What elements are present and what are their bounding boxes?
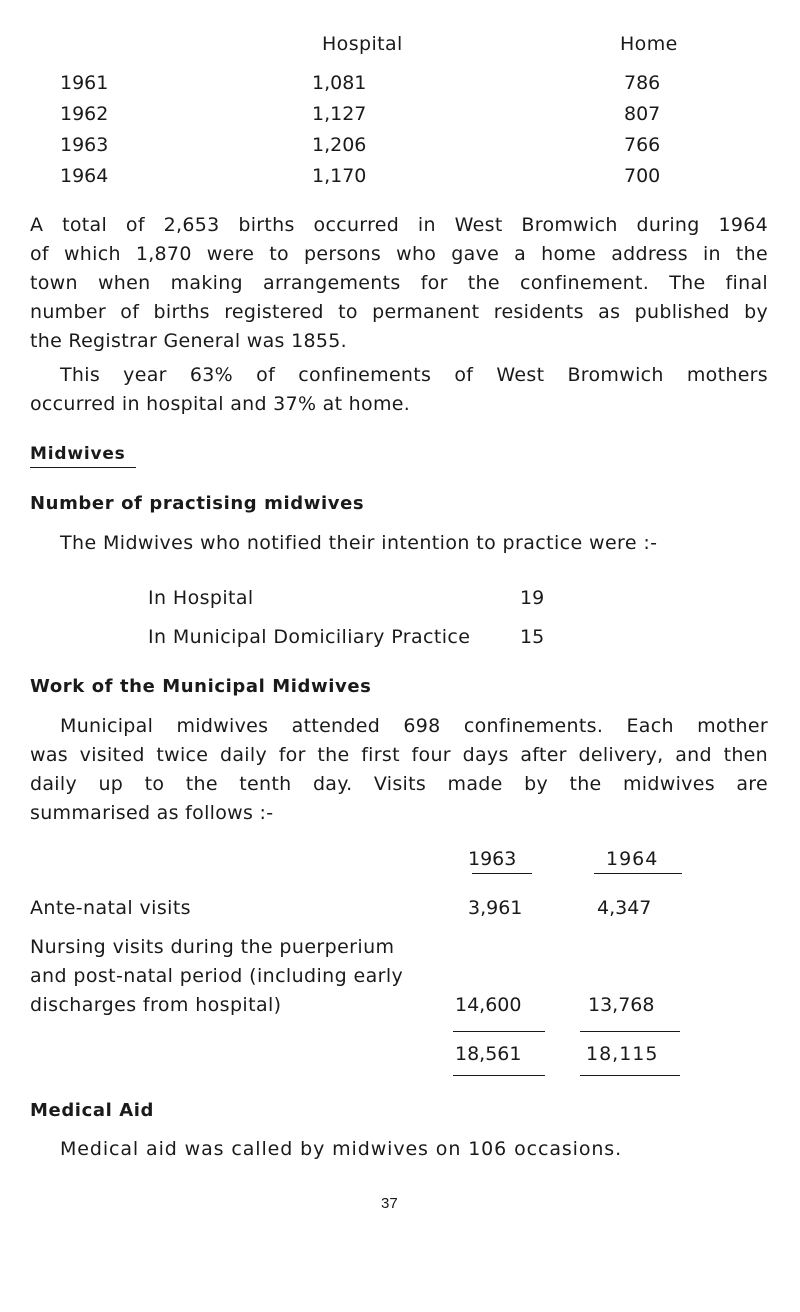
births-row-hospital: 1,081	[312, 72, 367, 94]
text-line: This year 63% of confinements of West Bromwich mothers	[60, 364, 768, 386]
births-row-hospital: 1,170	[312, 165, 367, 187]
total-1963: 18,561	[455, 1043, 522, 1065]
text-line: number of births registered to permanent residents as published by	[30, 301, 768, 323]
text-line: daily up to the tenth day. Visits made by the midwives are	[30, 773, 768, 795]
midwives-heading: Midwives	[30, 444, 126, 464]
births-row-year: 1963	[60, 134, 109, 156]
text-line: A total of 2,653 births occurred in West Bromwich during 1964	[30, 214, 768, 236]
total-1964-rule-bottom	[580, 1075, 680, 1076]
nursing-1963: 14,600	[455, 994, 522, 1016]
text-line: of which 1,870 were to persons who gave a home address in the	[30, 243, 768, 265]
births-paragraph	[30, 211, 768, 356]
hospital-home-paragraph	[60, 361, 768, 390]
visits-col-1964-underline	[594, 873, 682, 874]
work-paragraph	[60, 712, 768, 741]
nursing-label-line: discharges from hospital)	[30, 994, 282, 1016]
hospital-home-paragraph-cont	[30, 390, 768, 419]
practising-domiciliary-value: 15	[520, 626, 545, 648]
practising-domiciliary-label: In Municipal Domiciliary Practice	[148, 626, 471, 648]
text-line: town when making arrangements for the confinement. The final	[30, 272, 768, 294]
visits-col-1963: 1963	[468, 848, 517, 870]
antenatal-1963: 3,961	[468, 897, 523, 919]
work-paragraph-cont	[30, 741, 768, 828]
medical-aid-text: Medical aid was called by midwives on 106 occasions.	[60, 1138, 623, 1160]
births-row-home: 700	[624, 165, 661, 187]
visits-col-1963-underline	[472, 873, 532, 874]
births-row-hospital: 1,206	[312, 134, 367, 156]
total-1964-rule-top	[580, 1031, 680, 1032]
visits-col-1964: 1964	[606, 848, 659, 870]
births-row-year: 1964	[60, 165, 109, 187]
births-row-home: 786	[624, 72, 661, 94]
practising-intro: The Midwives who notified their intention to practice were :-	[60, 532, 658, 554]
births-row-home: 766	[624, 134, 661, 156]
page-number: 37	[381, 1195, 398, 1212]
births-row-year: 1962	[60, 103, 109, 125]
text-line: summarised as follows :-	[30, 802, 274, 824]
nursing-1964: 13,768	[588, 994, 655, 1016]
total-1964: 18,115	[586, 1043, 659, 1065]
births-row-home: 807	[624, 103, 661, 125]
text-line: the Registrar General was 1855.	[30, 330, 347, 352]
total-1963-rule-bottom	[453, 1075, 545, 1076]
antenatal-label: Ante-natal visits	[30, 897, 191, 919]
births-row-hospital: 1,127	[312, 103, 367, 125]
work-heading: Work of the Municipal Midwives	[30, 676, 372, 697]
text-line: was visited twice daily for the first four days after delivery, and then	[30, 744, 768, 766]
births-col-hospital: Hospital	[322, 33, 403, 55]
births-row-year: 1961	[60, 72, 109, 94]
practising-heading: Number of practising midwives	[30, 493, 365, 514]
births-col-home: Home	[620, 33, 678, 55]
total-1963-rule-top	[453, 1031, 545, 1032]
midwives-heading-underline	[30, 467, 136, 468]
text-line: occurred in hospital and 37% at home.	[30, 393, 411, 415]
medical-aid-heading: Medical Aid	[30, 1100, 155, 1121]
nursing-label-line: and post-natal period (including early	[30, 965, 404, 987]
nursing-label-line: Nursing visits during the puerperium	[30, 936, 395, 958]
antenatal-1964: 4,347	[597, 897, 652, 919]
practising-hospital-label: In Hospital	[148, 587, 254, 609]
practising-hospital-value: 19	[520, 587, 545, 609]
text-line: Municipal midwives attended 698 confinements. Each mother	[60, 715, 768, 737]
